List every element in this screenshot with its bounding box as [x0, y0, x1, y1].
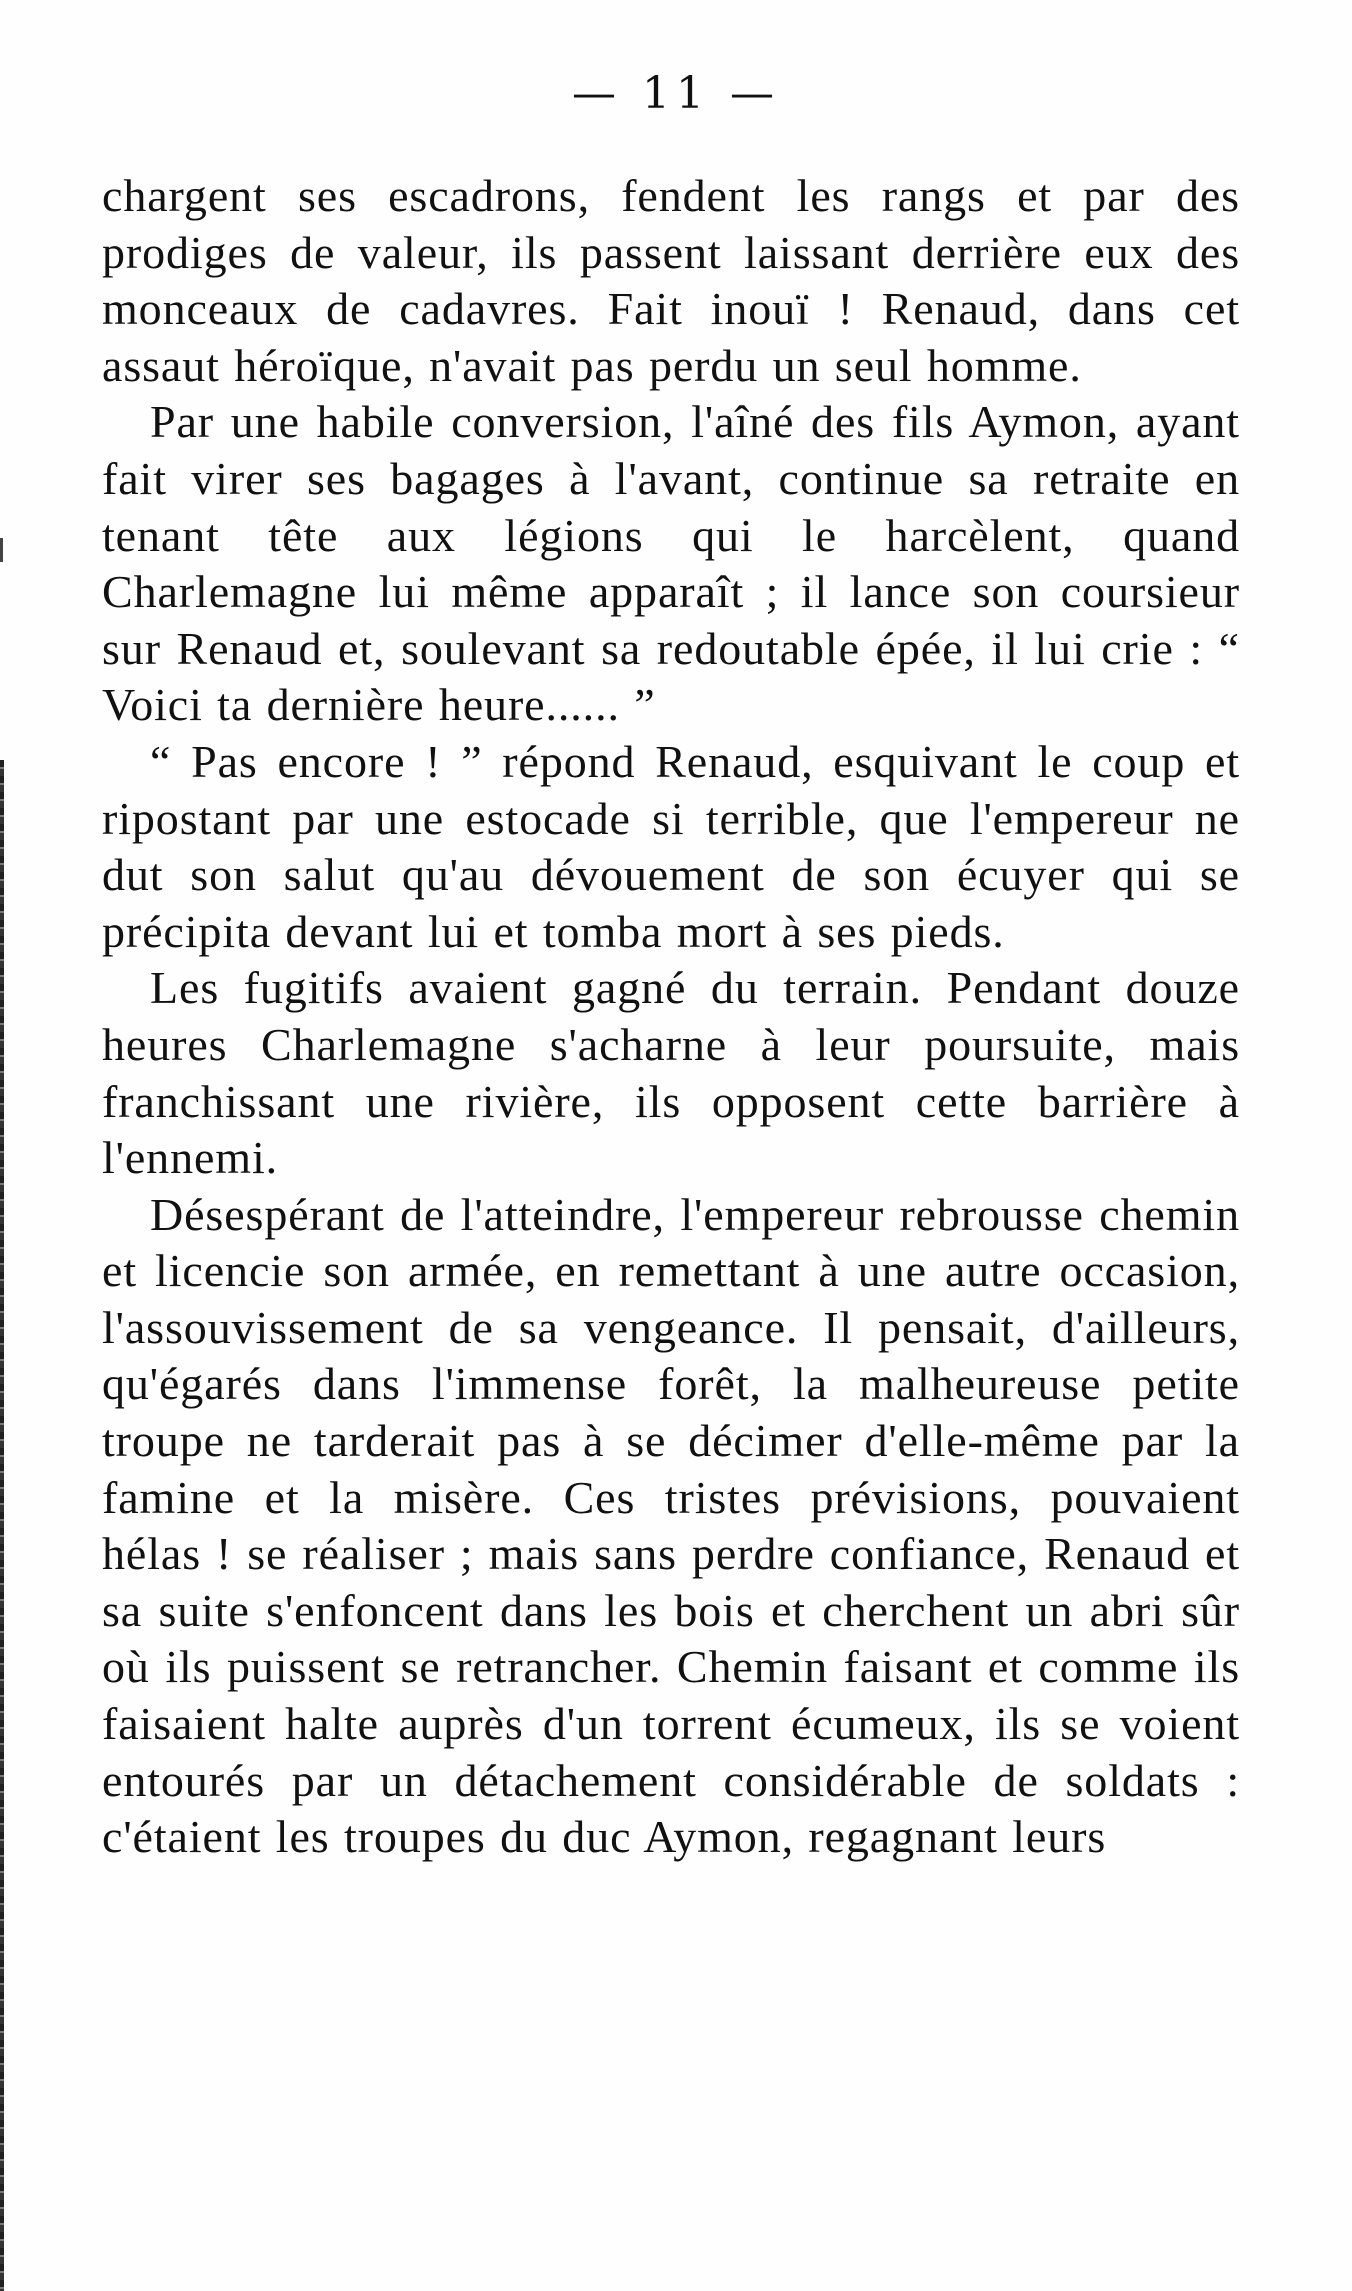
paragraph-2: Par une habile conversion, l'aîné des fils Aymon, ayant fait virer ses bagages à l'avant, continue sa retraite en tenant tête aux légions qui le harcèlent, quand Charlemagne lui même apparaît ; il lance son coursieur sur Renaud et, soulevant sa redoutable épée, il lui crie : “ Voici ta dernière heure...... ”: [102, 396, 1240, 731]
page-body-text: [102, 168, 1240, 1866]
paragraph-3: “ Pas encore ! ” répond Renaud, esquivant le coup et ripostant par une estocade si terrible, que l'empereur ne dut son salut qu'au dévouement de son écuyer qui se précipita devant lui et tomba mort à ses pieds.: [102, 735, 1240, 957]
page-binding-edge: [0, 760, 4, 2291]
page-edge-mark: [0, 538, 3, 562]
page-number: — 11 —: [572, 68, 780, 119]
paragraph-5: Désespérant de l'atteindre, l'empereur rebrousse chemin et licencie son armée, en remettant à une autre occasion, l'assouvissement de sa vengeance. Il pensait, d'ailleurs, qu'égarés dans l'immense forêt, la malheureuse petite troupe ne tarderait pas à se décimer d'elle-même par la famine et la misère. Ces tristes prévisions, pouvaient hélas ! se réaliser ; mais sans perdre confiance, Renaud et sa suite s'enfoncent dans les bois et cherchent un abri sûr où ils puissent se retrancher. Chemin faisant et comme ils faisaient halte auprès d'un torrent écumeux, ils se voient entourés par un détachement considérable de soldats : c'étaient les troupes du duc Aymon, regagnant leurs: [102, 1188, 1240, 1863]
paragraph-4: Les fugitifs avaient gagné du terrain. Pendant douze heures Charlemagne s'acharne à leur poursuite, mais franchissant une rivière, ils opposent cette barrière à l'ennemi.: [102, 962, 1240, 1184]
paragraph-1: chargent ses escadrons, fendent les rangs et par des prodiges de valeur, ils passent laissant derrière eux des monceaux de cadavres. Fait inouï ! Renaud, dans cet assaut héroïque, n'avait pas perdu un seul homme.: [102, 170, 1240, 391]
